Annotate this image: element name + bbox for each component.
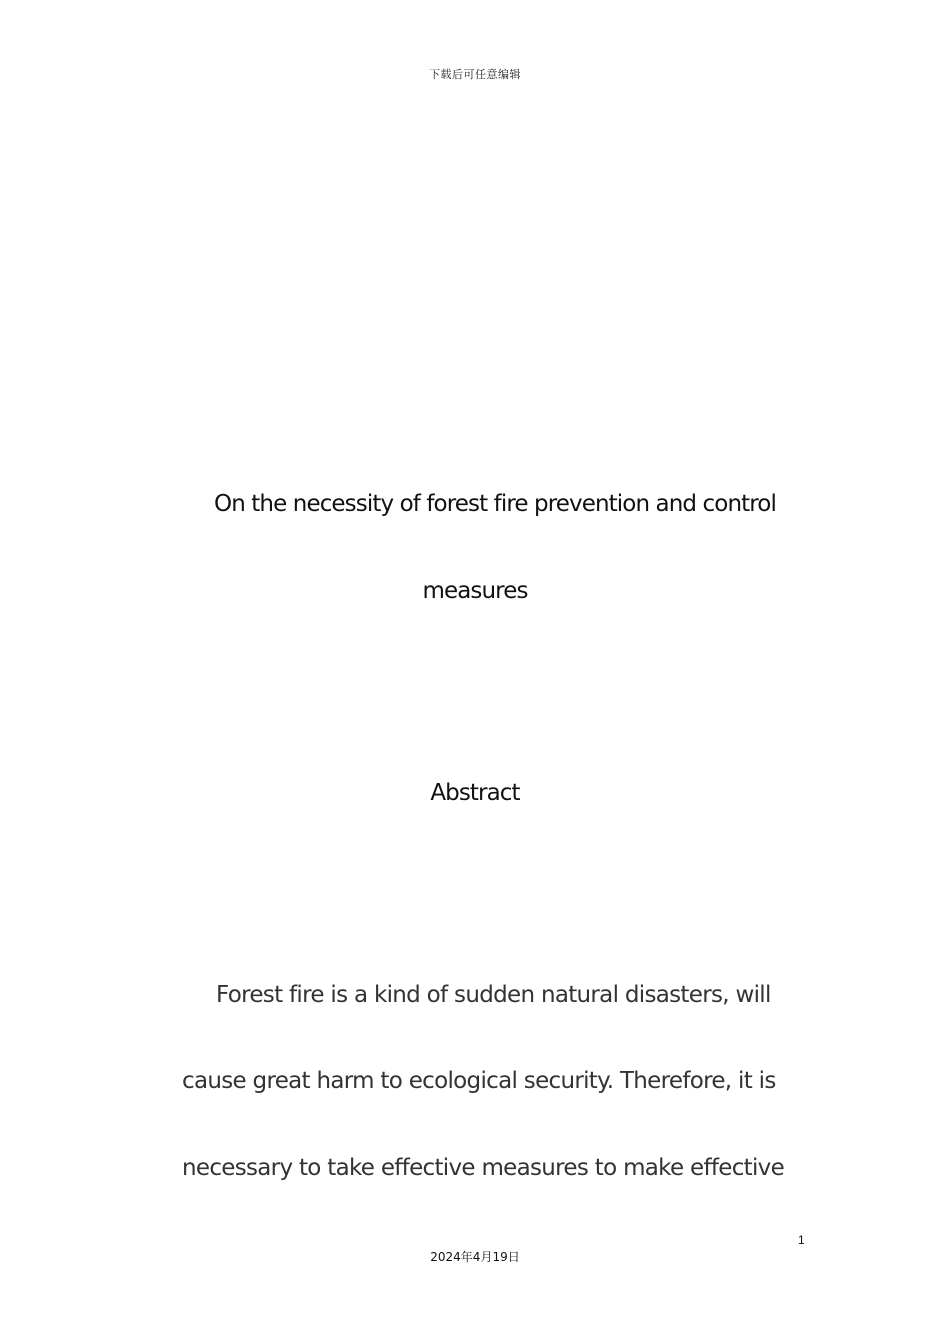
document-title-line-1: On the necessity of forest fire prevention and control	[214, 491, 776, 517]
header-note: 下载后可任意编辑	[429, 68, 521, 81]
body-text-line: necessary to take effective measures to make effective	[182, 1155, 785, 1181]
document-title-line-2: measures	[422, 578, 528, 604]
abstract-heading: Abstract	[430, 780, 520, 806]
footer-date: 2024年4月19日	[430, 1250, 520, 1264]
body-text-line: Forest fire is a kind of sudden natural disasters, will	[216, 982, 771, 1008]
page-number: 1	[798, 1233, 805, 1247]
body-text-line: cause great harm to ecological security. Therefore, it is	[182, 1068, 776, 1094]
